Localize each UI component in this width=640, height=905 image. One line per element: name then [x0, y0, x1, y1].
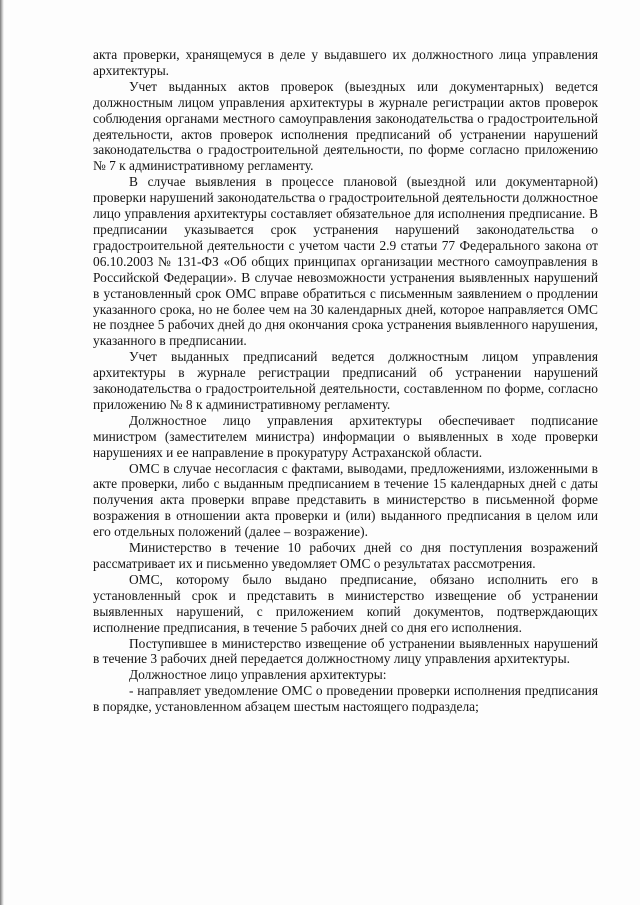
paragraph-8: ОМС, которому было выдано предписание, обязано исполнить его в установленный срок и представить в министерство извещение об устранении выявленных нарушений, с приложением копий документов, подтверждающих исполнение предписания, в течение 5 рабочих дней со дня его исполнения.: [93, 571, 598, 635]
paragraph-9: Поступившее в министерство извещение об устранении выявленных нарушений в течение 3 рабочих дней передается должностному лицу управления архитектуры.: [93, 635, 598, 667]
paragraph-1: акта проверки, хранящемуся в деле у выдавшего их должностного лица управления архитектуры.: [93, 47, 598, 78]
scan-edge-shadow: [0, 0, 4, 905]
paragraph-7: Министерство в течение 10 рабочих дней со дня поступления возражений рассматривает их и письменно уведомляет ОМС о результатах рассмотрения.: [93, 540, 598, 571]
paragraph-6: ОМС в случае несогласия с фактами, выводами, предложениями, изложенными в акте проверки, либо с выданным предписанием в течение 15 календарных дней с даты получения акта проверки вправе представить в министерство в письменной форме возражения в отношении акта проверки и (или) выданного предписания в целом или его отдельных положений (далее – возражение).: [93, 460, 598, 540]
paragraph-4: Учет выданных предписаний ведется должностным лицом управления архитектуры в журнале регистрации предписаний об устранении нарушений законодательства о градостроительной деятельности, составленном по форме, согласно приложению № 8 к административному регламенту.: [93, 349, 598, 412]
paragraph-3: В случае выявления в процессе плановой (выездной или документарной) проверки нарушений законодательства о градостроительной деятельности должностное лицо управления архитектуры составляет обязательное для исполнения предписание. В предписании указывается срок устранения нарушений законодательства о градостроительной деятельности с учетом части 2.9 статьи 77 Федерального закона от 06.10.2003 № 131-ФЗ «Об общих принципах организации местного самоуправления в Российской Федерации». В случае невозможности устранения выявленных нарушений в установленный срок ОМС вправе обратиться с письменным заявлением о продлении указанного срока, но не более чем на 30 календарных дней, которое направляется ОМС не позднее 5 рабочих дней до дня окончания срока устранения выявленного нарушения, указанного в предписании.: [93, 174, 598, 349]
paragraph-5: Должностное лицо управления архитектуры обеспечивает подписание министром (заместителем министра) информации о выявленных в ходе проверки нарушениях и ее направление в прокуратуру Астраханской области.: [93, 412, 598, 460]
paragraph-2: Учет выданных актов проверок (выездных или документарных) ведется должностным лицом управления архитектуры в журнале регистрации актов проверок соблюдения органами местного самоуправления законодательства о градостроительной деятельности, актов проверок исполнения предписаний об устранении нарушений законодательства о градостроительной деятельности, по форме согласно приложению № 7 к административному регламенту.: [93, 78, 598, 174]
paragraph-11: - направляет уведомление ОМС о проведении проверки исполнения предписания в порядке, установленном абзацем шестым настоящего подраздела;: [93, 683, 598, 715]
paragraph-10: Должностное лицо управления архитектуры:: [129, 667, 387, 683]
document-body: [93, 47, 598, 715]
